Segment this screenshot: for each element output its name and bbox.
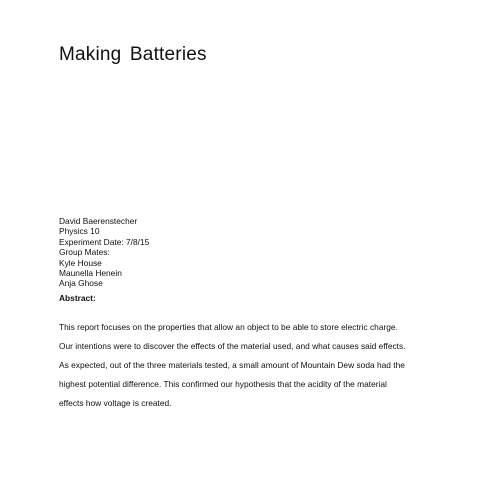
author-name: David Baerenstecher	[59, 216, 138, 226]
document-title: Making Batteries	[59, 44, 207, 65]
group-mates-label: Group Mates:	[59, 247, 110, 258]
author-info-block	[59, 216, 149, 289]
course-name: Physics 10	[59, 226, 100, 237]
abstract-line: effects how voltage is created.	[59, 398, 172, 408]
abstract-line: highest potential difference. This confirmed our hypothesis that the acidity of the material	[59, 379, 387, 389]
abstract-line: This report focuses on the properties that allow an object to be able to store electric charge.	[59, 322, 398, 332]
abstract-line: As expected, out of the three materials tested, a small amount of Mountain Dew soda had the	[59, 360, 405, 370]
abstract-heading: Abstract:	[59, 293, 96, 303]
group-mate: Kyle House	[59, 257, 102, 268]
abstract-line: Our intentions were to discover the effects of the material used, and what causes said effects.	[59, 341, 406, 351]
group-mate: Anja Ghose	[59, 278, 103, 289]
experiment-date: Experiment Date: 7/8/15	[59, 236, 150, 247]
group-mate: Maunella Henein	[59, 268, 122, 279]
abstract-body	[59, 318, 439, 413]
